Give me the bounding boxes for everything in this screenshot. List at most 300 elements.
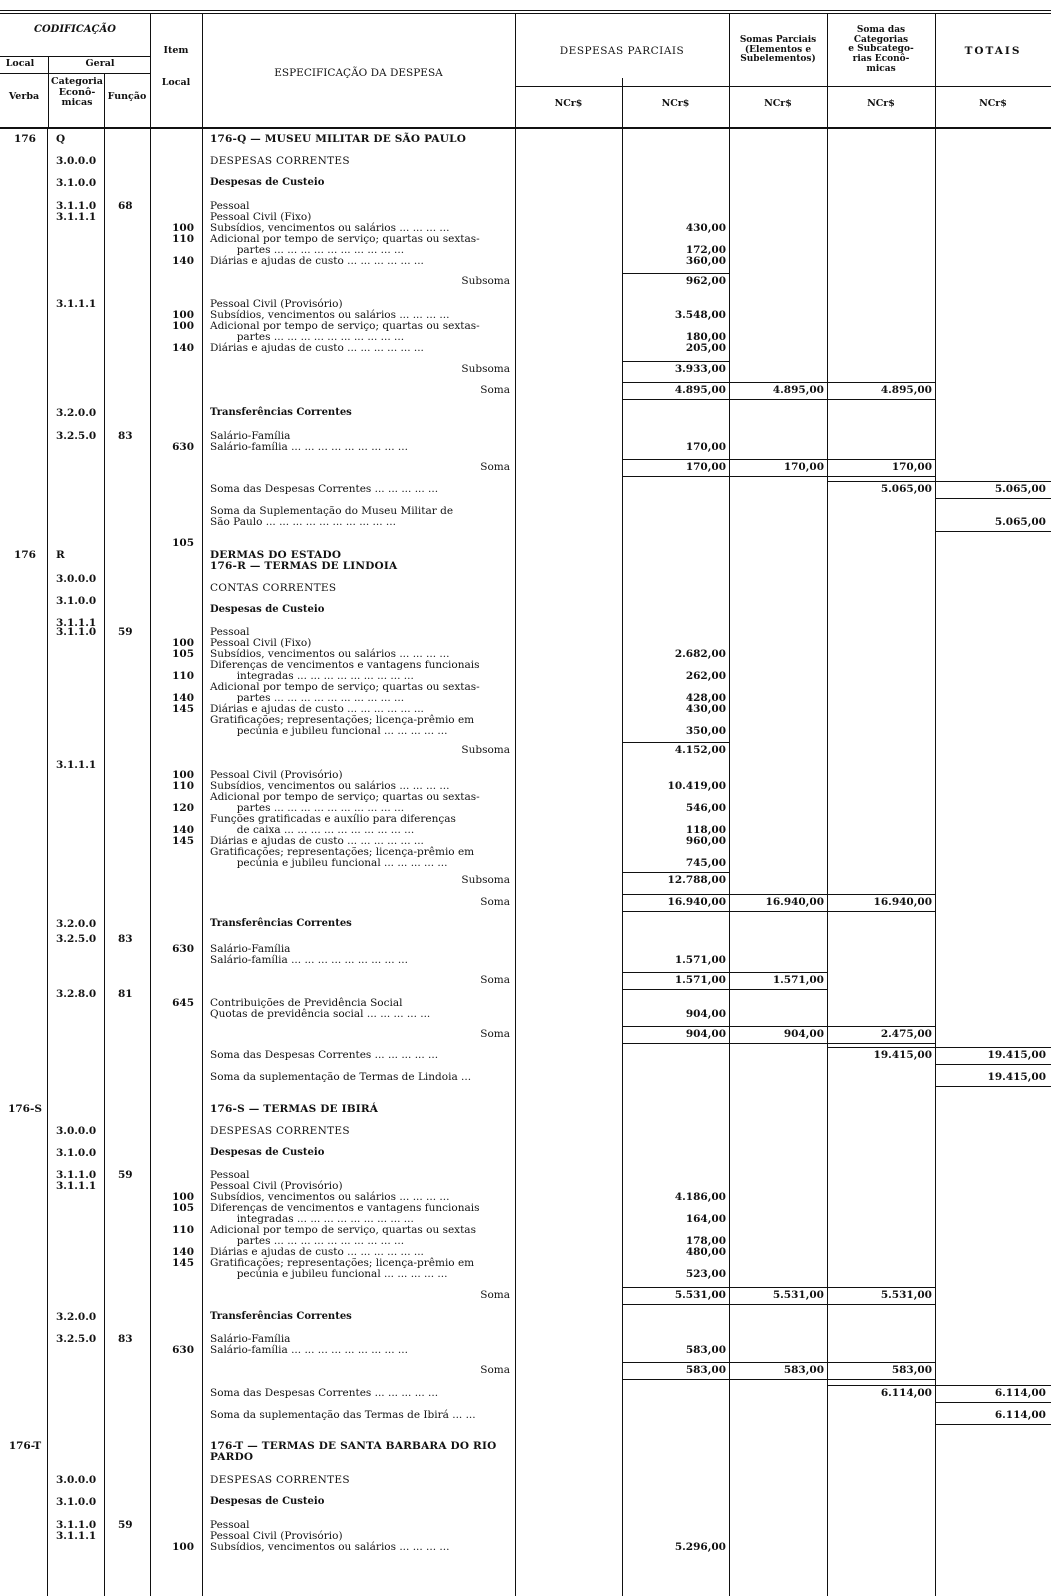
category-code: 3.1.0.0 xyxy=(56,595,97,607)
spec-text: Despesas de Custeio xyxy=(210,1496,325,1507)
amount-underline xyxy=(729,1304,827,1305)
category-code: 3.1.1.0 xyxy=(56,626,97,638)
spec-text: Pessoal xyxy=(210,1519,250,1531)
item-code: 110 xyxy=(172,1224,194,1236)
spec-text: Subsídios, vencimentos ou salários ... ... ... ... xyxy=(210,1191,450,1203)
spec-text: Soma das Despesas Correntes ... ... ... ... ... xyxy=(210,1049,439,1061)
section-title: 176-S — TERMAS DE IBIRÁ xyxy=(210,1103,379,1115)
spec-text: Pessoal xyxy=(210,626,250,638)
spec-text: Gratificações; representações; licença-prêmio em xyxy=(210,846,475,858)
category-code: 3.1.0.0 xyxy=(56,177,97,189)
verba-code: 176-S xyxy=(8,1103,42,1115)
category-code: 3.0.0.0 xyxy=(56,155,97,167)
item-code: 100 xyxy=(172,309,194,321)
spec-text: integradas ... ... ... ... ... ... ... ... ... xyxy=(210,670,414,682)
amount-c2: 12.788,00 xyxy=(667,874,726,886)
section-title: 176-T — TERMAS DE SANTA BARBARA DO RIO xyxy=(210,1440,497,1452)
amount-c2: 360,00 xyxy=(685,255,726,267)
spec-text: Pessoal Civil (Fixo) xyxy=(210,211,312,223)
amount-c5: 6.114,00 xyxy=(994,1409,1046,1421)
amount-c2: 4.152,00 xyxy=(674,744,726,756)
spec-text: Adicional por tempo de serviço; quartas ou sextas- xyxy=(210,681,480,693)
spec-text: Salário-Família xyxy=(210,430,291,442)
spec-text: Transferências Correntes xyxy=(210,918,352,929)
category-code: 3.1.1.0 xyxy=(56,1169,97,1181)
spec-text: partes ... ... ... ... ... ... ... ... ... ... xyxy=(210,692,405,704)
sum-rule xyxy=(622,459,729,460)
spec-text: Diárias e ajudas de custo ... ... ... ... ... ... xyxy=(210,1246,424,1258)
amount-c3: 583,00 xyxy=(783,1364,824,1376)
spec-text: Pessoal Civil (Provisório) xyxy=(210,769,343,781)
spec-text: Adicional por tempo de serviço; quartas ou sextas- xyxy=(210,320,480,332)
sum-rule xyxy=(622,894,729,895)
spec-text: pecúnia e jubileu funcional ... ... ... ... ... xyxy=(210,1268,448,1280)
item-code: 145 xyxy=(172,835,194,847)
amount-c5: 5.065,00 xyxy=(994,516,1046,528)
header-item: Item xyxy=(163,45,189,56)
category-code: 3.1.1.1 xyxy=(56,298,97,310)
funcao-code: 59 xyxy=(118,1169,133,1181)
amount-underline xyxy=(827,1304,935,1305)
funcao-code: 83 xyxy=(118,933,133,945)
category-code: 3.2.5.0 xyxy=(56,1333,97,1345)
item-code: 110 xyxy=(172,780,194,792)
amount-c2: 180,00 xyxy=(685,331,726,343)
spec-text: Transferências Correntes xyxy=(210,1311,352,1322)
soma-label: Soma xyxy=(480,1289,510,1301)
amount-c3: 1.571,00 xyxy=(772,974,824,986)
amount-underline xyxy=(729,1043,827,1044)
amount-underline xyxy=(827,911,935,912)
funcao-code: 59 xyxy=(118,626,133,638)
amount-c4: 2.475,00 xyxy=(880,1028,932,1040)
spec-text: Funções gratificadas e auxílio para diferenças xyxy=(210,813,456,825)
sum-rule xyxy=(827,1385,935,1386)
spec-text: Soma das Despesas Correntes ... ... ... ... ... xyxy=(210,483,439,495)
item-code: 100 xyxy=(172,222,194,234)
sum-rule xyxy=(827,1047,935,1048)
amount-c5: 19.415,00 xyxy=(987,1049,1046,1061)
soma-label: Soma xyxy=(480,1028,510,1040)
sum-rule xyxy=(827,1287,935,1288)
spec-text: DESPESAS CORRENTES xyxy=(210,1125,350,1137)
sum-rule xyxy=(622,742,729,743)
amount-c2: 5.296,00 xyxy=(674,1541,726,1553)
spec-text: Pessoal xyxy=(210,200,250,212)
header-geral: Geral xyxy=(85,58,115,69)
sum-rule xyxy=(729,1287,827,1288)
amount-c2: 164,00 xyxy=(685,1213,726,1225)
spec-text: Soma da Suplementação do Museu Militar de xyxy=(210,505,454,517)
category-code: 3.2.0.0 xyxy=(56,407,97,419)
amount-c2: 3.548,00 xyxy=(674,309,726,321)
amount-underline xyxy=(622,1304,729,1305)
category-code: 3.1.1.1 xyxy=(56,759,97,771)
item-code: 140 xyxy=(172,824,194,836)
spec-text: Diárias e ajudas de custo ... ... ... ... ... ... xyxy=(210,703,424,715)
spec-text: integradas ... ... ... ... ... ... ... ... ... xyxy=(210,1213,414,1225)
category-code: 3.2.0.0 xyxy=(56,918,97,930)
header-currency-3: NCr$ xyxy=(764,98,792,109)
spec-text: Gratificações; representações; licença-prêmio em xyxy=(210,1257,475,1269)
sum-rule xyxy=(622,273,729,274)
sum-rule xyxy=(935,1385,1051,1386)
item-code: 105 xyxy=(172,1202,194,1214)
sum-rule xyxy=(729,894,827,895)
item-code: 630 xyxy=(172,1344,194,1356)
spec-text: Pessoal xyxy=(210,1169,250,1181)
funcao-code: 59 xyxy=(118,1519,133,1531)
amount-c2: 178,00 xyxy=(685,1235,726,1247)
spec-text: de caixa ... ... ... ... ... ... ... ... ... ... xyxy=(210,824,415,836)
amount-c4: 5.065,00 xyxy=(880,483,932,495)
spec-text: Pessoal Civil (Provisório) xyxy=(210,1530,343,1542)
amount-underline xyxy=(729,911,827,912)
category-code: 3.1.1.1 xyxy=(56,211,97,223)
amount-c2: 583,00 xyxy=(685,1344,726,1356)
amount-underline xyxy=(935,498,1051,499)
funcao-code: 68 xyxy=(118,200,133,212)
sum-rule xyxy=(622,382,729,383)
item-code: 100 xyxy=(172,1541,194,1553)
spec-text: Subsídios, vencimentos ou salários ... ... ... ... xyxy=(210,309,450,321)
amount-c5: 19.415,00 xyxy=(987,1071,1046,1083)
amount-c2: 262,00 xyxy=(685,670,726,682)
header-economicas: Econô- micas xyxy=(58,87,96,109)
col-line-funcao xyxy=(150,14,151,1596)
amount-underline xyxy=(827,1379,935,1380)
category-code: 3.0.0.0 xyxy=(56,1125,97,1137)
soma-label: Soma xyxy=(480,1364,510,1376)
amount-c2: 118,00 xyxy=(685,824,726,836)
amount-underline xyxy=(729,989,827,990)
amount-c2: 430,00 xyxy=(685,222,726,234)
header-currency-5: NCr$ xyxy=(979,98,1007,109)
header-currency-1: NCr$ xyxy=(554,98,583,109)
amount-c2: 4.895,00 xyxy=(674,384,726,396)
item-code: 145 xyxy=(172,1257,194,1269)
spec-text: Contribuições de Previdência Social xyxy=(210,997,403,1009)
subsoma-label: Subsoma xyxy=(461,874,510,886)
amount-c3: 16.940,00 xyxy=(765,896,824,908)
header-somas-parciais: Somas Parciais (Elementos e Subelementos) xyxy=(739,35,817,65)
sum-rule xyxy=(827,459,935,460)
item-code: 100 xyxy=(172,320,194,332)
item-code: 100 xyxy=(172,1191,194,1203)
amount-c4: 19.415,00 xyxy=(873,1049,932,1061)
sum-rule xyxy=(622,872,729,873)
section-title: 176-R — TERMAS DE LINDOIA xyxy=(210,560,398,572)
amount-c4: 5.531,00 xyxy=(880,1289,932,1301)
spec-text: Diferenças de vencimentos e vantagens funcionais xyxy=(210,1202,480,1214)
amount-c4: 4.895,00 xyxy=(880,384,932,396)
spec-text: Soma da suplementação de Termas de Lindoia ... xyxy=(210,1071,472,1083)
spec-text: Subsídios, vencimentos ou salários ... ... ... ... xyxy=(210,222,450,234)
section-title: DERMAS DO ESTADO xyxy=(210,549,342,561)
spec-text: partes ... ... ... ... ... ... ... ... ... ... xyxy=(210,331,405,343)
header-categoria: Categoria xyxy=(51,76,103,87)
subsoma-label: Subsoma xyxy=(461,275,510,287)
amount-c2: 583,00 xyxy=(685,1364,726,1376)
header-rule-currency xyxy=(515,86,1051,87)
sum-rule xyxy=(827,481,935,482)
item-code: 645 xyxy=(172,997,194,1009)
amount-c4: 583,00 xyxy=(891,1364,932,1376)
header-rule-geral xyxy=(0,73,150,74)
amount-c2: 962,00 xyxy=(685,275,726,287)
item-code: 110 xyxy=(172,670,194,682)
subsoma-label: Subsoma xyxy=(461,363,510,375)
spec-text: Despesas de Custeio xyxy=(210,1147,325,1158)
category-code: 3.2.5.0 xyxy=(56,430,97,442)
amount-underline xyxy=(827,1043,935,1044)
spec-text: Diárias e ajudas de custo ... ... ... ... ... ... xyxy=(210,342,424,354)
header-soma-categorias: Soma das Categorias e Subcatego- rias Econô- micas xyxy=(848,25,914,74)
category-code: 3.1.0.0 xyxy=(56,1147,97,1159)
col-line-spec xyxy=(515,14,516,1596)
amount-c2: 350,00 xyxy=(685,725,726,737)
category-code: 3.2.8.0 xyxy=(56,988,97,1000)
item-code: 110 xyxy=(172,233,194,245)
spec-text: Subsídios, vencimentos ou salários ... ... ... ... xyxy=(210,780,450,792)
sum-rule xyxy=(622,972,729,973)
top-rule xyxy=(0,10,1051,14)
header-currency-4: NCr$ xyxy=(867,98,895,109)
category-code: 3.1.1.1 xyxy=(56,617,97,629)
amount-c2: 960,00 xyxy=(685,835,726,847)
spec-text: Subsídios, vencimentos ou salários ... ... ... ... xyxy=(210,1541,450,1553)
item-code: 145 xyxy=(172,703,194,715)
verba-code: 176 xyxy=(14,133,36,145)
amount-c2: 172,00 xyxy=(685,244,726,256)
sum-rule xyxy=(827,1026,935,1027)
section-title: PARDO xyxy=(210,1451,254,1463)
header-rule-codificacao xyxy=(0,56,150,57)
category-code: Q xyxy=(56,133,66,145)
amount-c4: 16.940,00 xyxy=(873,896,932,908)
spec-text: partes ... ... ... ... ... ... ... ... ... ... xyxy=(210,1235,405,1247)
spec-text: Salário-Família xyxy=(210,1333,291,1345)
amount-c2: 10.419,00 xyxy=(667,780,726,792)
section-title: 176-Q — MUSEU MILITAR DE SÃO PAULO xyxy=(210,133,467,145)
spec-text: Diferenças de vencimentos e vantagens funcionais xyxy=(210,659,480,671)
amount-c2: 170,00 xyxy=(685,441,726,453)
spec-text: Salário-família ... ... ... ... ... ... ... ... ... xyxy=(210,954,408,966)
sum-rule xyxy=(729,1026,827,1027)
amount-c2: 3.933,00 xyxy=(674,363,726,375)
spec-text: Soma da suplementação das Termas de Ibirá ... ... xyxy=(210,1409,476,1421)
category-code: 3.0.0.0 xyxy=(56,1474,97,1486)
col-line-parc2 xyxy=(729,14,730,1596)
spec-text: Salário-família ... ... ... ... ... ... ... ... ... xyxy=(210,1344,408,1356)
header-codificacao: CODIFICAÇÃO xyxy=(34,24,116,35)
spec-text: Quotas de previdência social ... ... ... ... ... xyxy=(210,1008,431,1020)
sum-rule xyxy=(729,382,827,383)
spec-text: CONTAS CORRENTES xyxy=(210,582,337,594)
category-code: 3.1.0.0 xyxy=(56,1496,97,1508)
funcao-code: 83 xyxy=(118,1333,133,1345)
sum-rule xyxy=(935,1047,1051,1048)
amount-c2: 904,00 xyxy=(685,1008,726,1020)
amount-underline xyxy=(729,1379,827,1380)
col-line-somas xyxy=(827,14,828,1596)
spec-text: Soma das Despesas Correntes ... ... ... ... ... xyxy=(210,1387,439,1399)
amount-underline xyxy=(935,531,1051,532)
sum-rule xyxy=(729,1362,827,1363)
amount-underline xyxy=(827,476,935,477)
amount-c4: 170,00 xyxy=(891,461,932,473)
col-line-categorias xyxy=(935,14,936,1596)
amount-underline xyxy=(622,399,729,400)
category-code: R xyxy=(56,549,65,561)
item-code: 105 xyxy=(172,648,194,660)
sum-rule xyxy=(622,361,729,362)
sum-rule xyxy=(827,894,935,895)
soma-label: Soma xyxy=(480,461,510,473)
sum-rule xyxy=(935,481,1051,482)
amount-c2: 904,00 xyxy=(685,1028,726,1040)
spec-text: DESPESAS CORRENTES xyxy=(210,155,350,167)
sum-rule xyxy=(729,459,827,460)
amount-underline xyxy=(622,1379,729,1380)
amount-c2: 546,00 xyxy=(685,802,726,814)
soma-label: Soma xyxy=(480,384,510,396)
sum-rule xyxy=(827,1362,935,1363)
amount-underline xyxy=(935,1086,1051,1087)
spec-text: Diárias e ajudas de custo ... ... ... ... ... ... xyxy=(210,255,424,267)
amount-c2: 170,00 xyxy=(685,461,726,473)
amount-c2: 430,00 xyxy=(685,703,726,715)
spec-text: pecúnia e jubileu funcional ... ... ... ... ... xyxy=(210,857,448,869)
header-item-local: Local xyxy=(161,77,191,88)
spec-text: Despesas de Custeio xyxy=(210,177,325,188)
amount-c2: 523,00 xyxy=(685,1268,726,1280)
header-funcao: Função xyxy=(107,91,147,102)
amount-c3: 4.895,00 xyxy=(772,384,824,396)
spec-text: Transferências Correntes xyxy=(210,407,352,418)
col-line-verba xyxy=(48,56,49,128)
item-code: 105 xyxy=(172,537,194,549)
amount-underline xyxy=(827,399,935,400)
amount-underline xyxy=(935,1424,1051,1425)
item-code: 140 xyxy=(172,342,194,354)
spec-text: Pessoal Civil (Provisório) xyxy=(210,1180,343,1192)
item-code: 120 xyxy=(172,802,194,814)
category-code: 3.1.1.1 xyxy=(56,1180,97,1192)
item-code: 630 xyxy=(172,943,194,955)
col-line-cat-body xyxy=(104,128,105,1596)
amount-underline xyxy=(622,989,729,990)
amount-c2: 428,00 xyxy=(685,692,726,704)
header-currency-2: NCr$ xyxy=(661,98,690,109)
amount-c2: 480,00 xyxy=(685,1246,726,1258)
amount-c2: 2.682,00 xyxy=(674,648,726,660)
amount-c3: 904,00 xyxy=(783,1028,824,1040)
spec-text: São Paulo ... ... ... ... ... ... ... ... ... ... xyxy=(210,516,396,528)
sum-rule xyxy=(622,1287,729,1288)
item-code: 140 xyxy=(172,692,194,704)
amount-underline xyxy=(622,476,729,477)
funcao-code: 81 xyxy=(118,988,133,1000)
amount-c2: 1.571,00 xyxy=(674,954,726,966)
item-code: 630 xyxy=(172,441,194,453)
item-code: 140 xyxy=(172,1246,194,1258)
sum-rule xyxy=(622,1026,729,1027)
amount-c2: 5.531,00 xyxy=(674,1289,726,1301)
header-verba: Verba xyxy=(8,91,40,102)
spec-text: Subsídios, vencimentos ou salários ... ... ... ... xyxy=(210,648,450,660)
item-code: 100 xyxy=(172,637,194,649)
spec-text: Gratificações; representações; licença-prêmio em xyxy=(210,714,475,726)
verba-code: 176 xyxy=(14,549,36,561)
subsoma-label: Subsoma xyxy=(461,744,510,756)
item-code: 100 xyxy=(172,769,194,781)
amount-underline xyxy=(622,911,729,912)
amount-c2: 16.940,00 xyxy=(667,896,726,908)
spec-text: Adicional por tempo de serviço; quartas ou sextas- xyxy=(210,233,480,245)
amount-underline xyxy=(935,1402,1051,1403)
amount-c3: 5.531,00 xyxy=(772,1289,824,1301)
soma-label: Soma xyxy=(480,974,510,986)
spec-text: partes ... ... ... ... ... ... ... ... ... ... xyxy=(210,802,405,814)
amount-underline xyxy=(622,1043,729,1044)
amount-c2: 4.186,00 xyxy=(674,1191,726,1203)
category-code: 3.0.0.0 xyxy=(56,573,97,585)
category-code: 3.1.1.1 xyxy=(56,1530,97,1542)
amount-c3: 170,00 xyxy=(783,461,824,473)
sum-rule xyxy=(729,972,827,973)
spec-text: Pessoal Civil (Fixo) xyxy=(210,637,312,649)
spec-text: Salário-família ... ... ... ... ... ... ... ... ... xyxy=(210,441,408,453)
category-code: 3.2.5.0 xyxy=(56,933,97,945)
spec-text: Pessoal Civil (Provisório) xyxy=(210,298,343,310)
amount-underline xyxy=(729,476,827,477)
category-code: 3.2.0.0 xyxy=(56,1311,97,1323)
category-code: 3.1.1.0 xyxy=(56,1519,97,1531)
category-code: 3.1.1.0 xyxy=(56,200,97,212)
col-line-item xyxy=(202,14,203,1596)
spec-text: Adicional por tempo de serviço; quartas ou sextas- xyxy=(210,791,480,803)
amount-c2: 745,00 xyxy=(685,857,726,869)
verba-code: 176-T xyxy=(8,1440,42,1452)
soma-label: Soma xyxy=(480,896,510,908)
spec-text: Adicional por tempo de serviço, quartas ou sextas xyxy=(210,1224,476,1236)
header-local: Local xyxy=(5,58,35,69)
sum-rule xyxy=(622,1362,729,1363)
amount-underline xyxy=(935,1064,1051,1065)
sum-rule xyxy=(827,382,935,383)
amount-underline xyxy=(729,399,827,400)
spec-text: pecúnia e jubileu funcional ... ... ... ... ... xyxy=(210,725,448,737)
spec-text: DESPESAS CORRENTES xyxy=(210,1474,350,1486)
header-totais: TOTAIS xyxy=(964,45,1022,57)
amount-c2: 205,00 xyxy=(685,342,726,354)
spec-text: Despesas de Custeio xyxy=(210,604,325,615)
spec-text: Diárias e ajudas de custo ... ... ... ... ... ... xyxy=(210,835,424,847)
item-code: 140 xyxy=(172,255,194,267)
amount-c2: 1.571,00 xyxy=(674,974,726,986)
header-bottom-rule xyxy=(0,127,1051,129)
spec-text: partes ... ... ... ... ... ... ... ... ... ... xyxy=(210,244,405,256)
header-despesas-parciais: DESPESAS PARCIAIS xyxy=(559,45,685,57)
amount-c4: 6.114,00 xyxy=(880,1387,932,1399)
spec-text: Salário-Família xyxy=(210,943,291,955)
amount-c5: 6.114,00 xyxy=(994,1387,1046,1399)
funcao-code: 83 xyxy=(118,430,133,442)
amount-c5: 5.065,00 xyxy=(994,483,1046,495)
col-line-parc1 xyxy=(622,78,623,1596)
col-line-verba-body xyxy=(47,128,48,1596)
